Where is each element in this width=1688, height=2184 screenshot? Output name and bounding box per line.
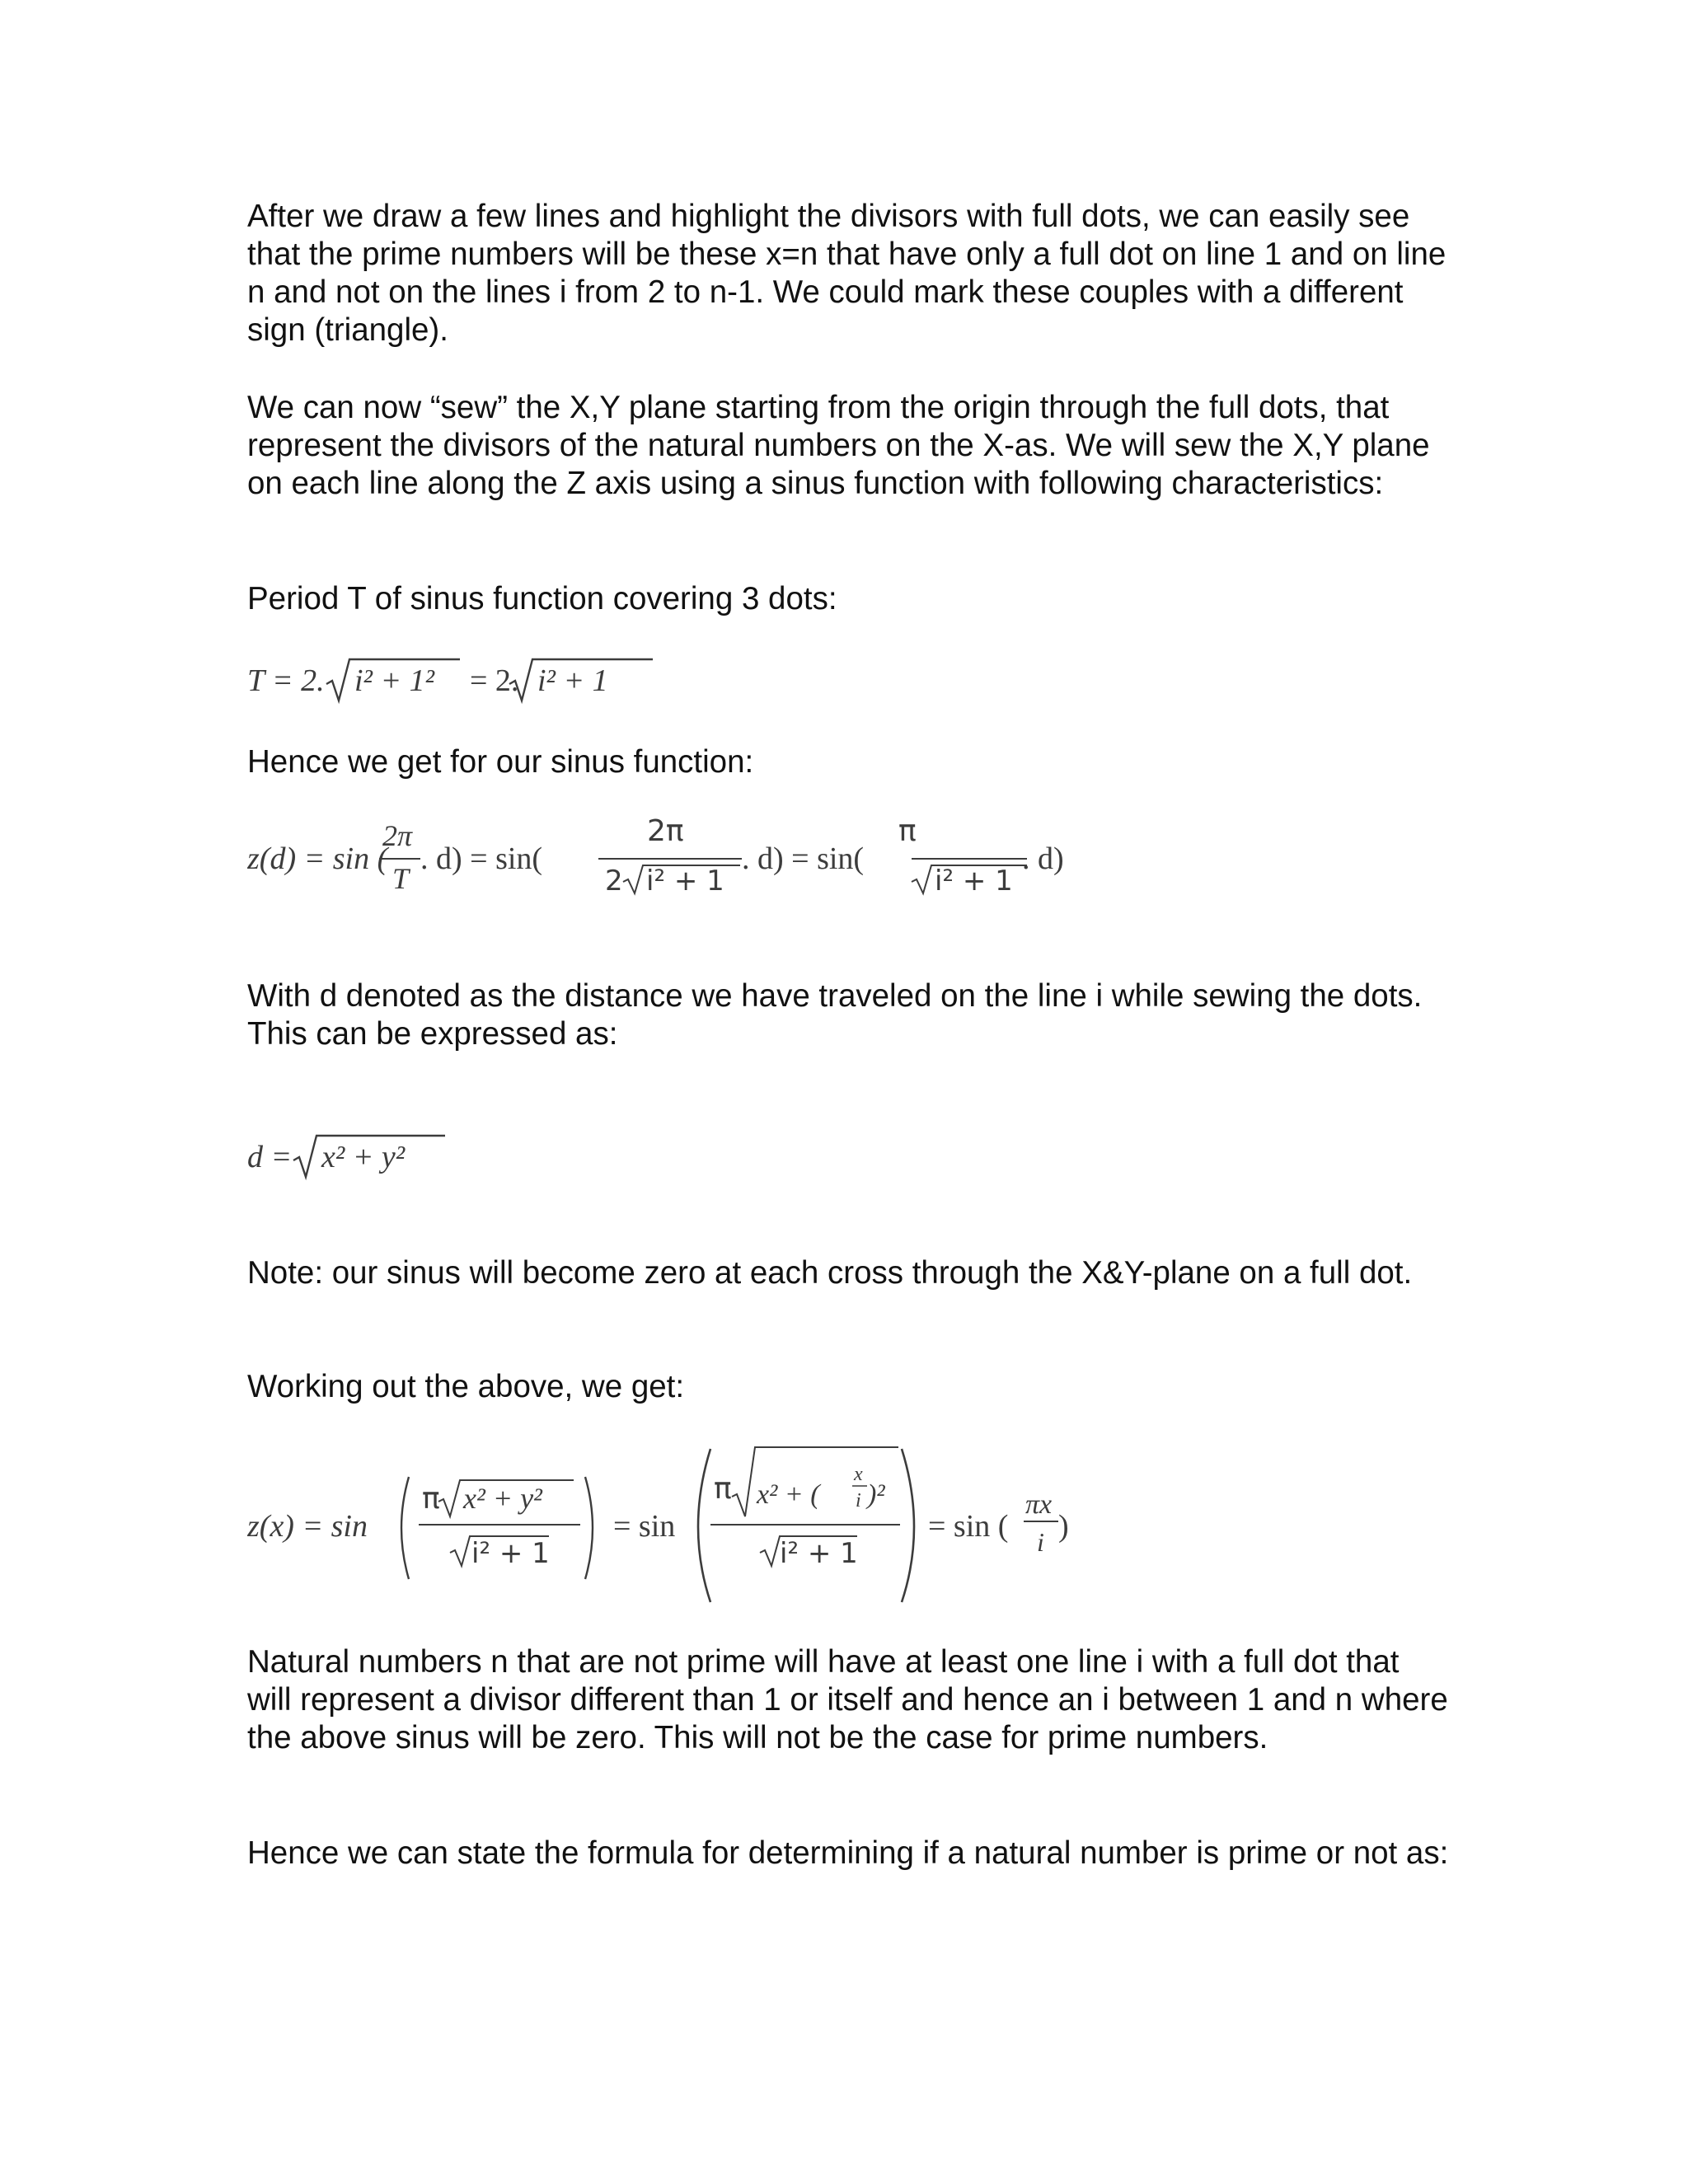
formula-sinus-num-1: 2π xyxy=(382,819,413,852)
paragraph-distance-def-line1: With d denoted as the distance we have traveled on the line i while sewing the dots. xyxy=(247,978,1423,1014)
formula-sinus-tail-1: . d) = sin( xyxy=(420,841,543,876)
formula-sinus-den-2a: 2 xyxy=(605,865,623,898)
formula-sinus-tail-3: . d) xyxy=(1022,841,1064,876)
formula-period-radicand-1: i² + 1² xyxy=(354,663,434,698)
formula-worked-den-1: i² + 1 xyxy=(471,1537,550,1570)
formula-worked-eq-1: = sin xyxy=(613,1509,676,1544)
paragraph-divisor-lines: After we draw a few lines and highlight the divisors with full dots, we can easily see that the prime numbers will be these x=n that have only a full dot on line 1 and on line n and not on the lines i from 2 to n-1. We could mark these couples with a different sign (triangle). xyxy=(247,199,1447,348)
formula-sinus-den-3: i² + 1 xyxy=(935,865,1013,898)
formula-sinus-lhs: z(d) = sin ( xyxy=(247,841,388,876)
formula-worked-num-2i: i xyxy=(856,1490,861,1511)
formula-worked-den-2: i² + 1 xyxy=(780,1537,858,1570)
formula-period-middle: = 2. xyxy=(470,663,519,698)
formula-sinus xyxy=(247,814,1064,909)
paragraph-sinus-intro: Hence we get for our sinus function: xyxy=(247,744,754,780)
formula-worked-num-2a: π xyxy=(714,1472,732,1506)
formula-worked-den-3: i xyxy=(1037,1527,1044,1557)
formula-worked-close-3: ) xyxy=(1058,1509,1069,1544)
formula-distance-lhs: d = xyxy=(247,1140,293,1174)
formula-period-radicand-2: i² + 1 xyxy=(537,663,608,698)
formula-worked-num-1b: x² + y² xyxy=(463,1482,542,1515)
paragraph-distance-def-line2: This can be expressed as: xyxy=(247,1016,618,1052)
paragraph-working-out: Working out the above, we get: xyxy=(247,1369,685,1404)
paragraph-non-prime: Natural numbers n that are not prime will have at least one line i with a full dot that will represent a divisor different than 1 or itself and hence an i between 1 and n where the above sinus will be zero. This will not be the case for prime numbers. xyxy=(247,1644,1448,1755)
paragraph-distance-def xyxy=(247,977,1451,1053)
formula-worked-eq-2: = sin ( xyxy=(928,1509,1009,1544)
paragraph-prime-formula-intro: Hence we can state the formula for determining if a natural number is prime or not as: xyxy=(247,1835,1449,1871)
formula-period-lhs: T = 2. xyxy=(247,663,325,698)
formula-worked-lhs: z(x) = sin xyxy=(247,1509,368,1544)
paragraph-period-intro: Period T of sinus function covering 3 dots: xyxy=(247,581,837,616)
paragraph-sew-plane: We can now “sew” the X,Y plane starting from the origin through the full dots, that represent the divisors of the natural numbers on the X-as. We will sew the X,Y plane on each line along the Z axis using a sinus function with following characteristics: xyxy=(247,390,1430,501)
formula-sinus-den-1: T xyxy=(392,862,410,895)
formula-worked-num-2x: x xyxy=(854,1464,863,1485)
formula-distance xyxy=(247,1126,462,1188)
formula-worked-num-2c: )² xyxy=(867,1479,885,1510)
formula-period xyxy=(247,651,676,713)
formula-sinus-num-3: π xyxy=(898,814,917,848)
formula-worked-num-2b: x² + ( xyxy=(757,1479,820,1510)
formula-distance-radicand: x² + y² xyxy=(321,1140,406,1174)
paragraph-note-zero: Note: our sinus will become zero at each cross through the X&Y-plane on a full dot. xyxy=(247,1255,1413,1291)
formula-sinus-tail-2: . d) = sin( xyxy=(742,841,865,876)
formula-worked-num-1a: π xyxy=(422,1482,440,1516)
formula-worked xyxy=(247,1439,1096,1608)
formula-worked-num-3: πx xyxy=(1025,1489,1053,1520)
formula-sinus-den-2b: i² + 1 xyxy=(646,865,724,898)
formula-sinus-num-2: 2π xyxy=(647,814,684,848)
